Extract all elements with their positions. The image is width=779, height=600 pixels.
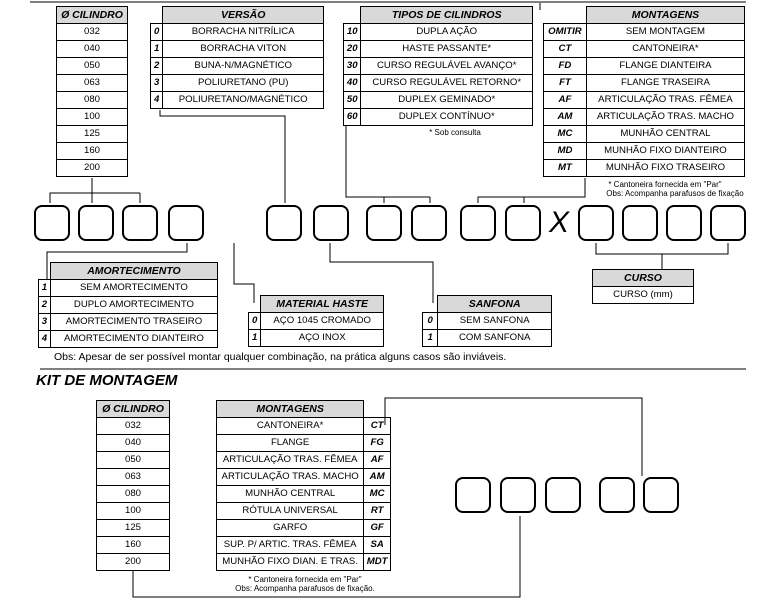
sanfona-desc: COM SANFONA <box>438 330 552 347</box>
cilindro-header: Ø CILINDRO <box>57 7 128 24</box>
material-desc: AÇO 1045 CROMADO <box>261 313 384 330</box>
versao-desc: POLIURETANO (PU) <box>163 75 324 92</box>
tipos-code: 50 <box>344 92 361 109</box>
kit-montagens-code: RT <box>364 503 391 520</box>
versao-desc: POLIURETANO/MAGNÉTICO <box>163 92 324 109</box>
kit-cilindro-value: 160 <box>97 537 170 554</box>
montagens-code: AF <box>544 92 587 109</box>
kit-cilindro-slot <box>500 477 536 513</box>
cilindro-value: 040 <box>57 41 128 58</box>
kit-cilindro-value: 100 <box>97 503 170 520</box>
curso-slot <box>578 205 614 241</box>
sanfona-code: 1 <box>423 330 438 347</box>
versao-code: 4 <box>151 92 163 109</box>
kit-note-1: * Cantoneira fornecida em "Par" <box>248 575 362 584</box>
kit-montagem-slot <box>643 477 679 513</box>
cilindro-value: 063 <box>57 75 128 92</box>
montagens-code: MD <box>544 143 587 160</box>
tipos-desc: CURSO REGULÁVEL AVANÇO* <box>361 58 533 75</box>
code-slot <box>168 205 204 241</box>
sanfona-header: SANFONA <box>438 296 552 313</box>
kit-cilindro-table <box>96 400 170 571</box>
montagens-note-2: Obs: Acompanha parafusos de fixação <box>606 189 744 198</box>
kit-montagens-desc: MUNHÃO FIXO DIAN. E TRAS. <box>217 554 364 571</box>
tipos-desc: CURSO REGULÁVEL RETORNO* <box>361 75 533 92</box>
montagens-desc: MUNHÃO FIXO TRASEIRO <box>586 160 744 177</box>
amortecimento-code: 4 <box>39 331 51 348</box>
kit-cilindro-value: 063 <box>97 469 170 486</box>
tipos-desc: DUPLEX CONTÍNUO* <box>361 109 533 126</box>
versao-code: 0 <box>151 24 163 41</box>
montagens-desc: ARTICULAÇÃO TRAS. MACHO <box>586 109 744 126</box>
kit-montagens-code: AM <box>364 469 391 486</box>
kit-cilindro-value: 125 <box>97 520 170 537</box>
cilindro-value: 125 <box>57 126 128 143</box>
kit-cilindro-value: 080 <box>97 486 170 503</box>
material-header: MATERIAL HASTE <box>261 296 384 313</box>
kit-cilindro-slot <box>455 477 491 513</box>
kit-montagens-desc: ARTICULAÇÃO TRAS. FÊMEA <box>217 452 364 469</box>
code-slot <box>34 205 70 241</box>
code-slot <box>460 205 496 241</box>
tipos-code: 30 <box>344 58 361 75</box>
code-slot <box>411 205 447 241</box>
montagens-desc: MUNHÃO FIXO DIANTEIRO <box>586 143 744 160</box>
montagens-desc: FLANGE DIANTEIRA <box>586 58 744 75</box>
versao-desc: BORRACHA VITON <box>163 41 324 58</box>
material-code: 0 <box>249 313 261 330</box>
material-desc: AÇO INOX <box>261 330 384 347</box>
kit-cilindro-value: 050 <box>97 452 170 469</box>
cilindro-value: 032 <box>57 24 128 41</box>
montagens-code: AM <box>544 109 587 126</box>
kit-montagens-header: MONTAGENS <box>217 401 364 418</box>
code-slot <box>78 205 114 241</box>
kit-montagens-desc: SUP. P/ ARTIC. TRAS. FÊMEA <box>217 537 364 554</box>
versao-desc: BUNA-N/MAGNÉTICO <box>163 58 324 75</box>
amortecimento-code: 3 <box>39 314 51 331</box>
amortecimento-desc: SEM AMORTECIMENTO <box>50 280 217 297</box>
versao-code: 2 <box>151 58 163 75</box>
kit-cilindro-value: 200 <box>97 554 170 571</box>
code-slot <box>313 205 349 241</box>
kit-title: KIT DE MONTAGEM <box>36 372 178 389</box>
montagens-desc: ARTICULAÇÃO TRAS. FÊMEA <box>586 92 744 109</box>
kit-cilindro-header: Ø CILINDRO <box>97 401 170 418</box>
kit-note-2: Obs: Acompanha parafusos de fixação. <box>235 584 375 593</box>
kit-montagens-code: AF <box>364 452 391 469</box>
kit-montagens-code: GF <box>364 520 391 537</box>
montagens-desc: FLANGE TRASEIRA <box>586 75 744 92</box>
kit-montagens-code: MC <box>364 486 391 503</box>
separator-x: X <box>549 206 570 239</box>
amortecimento-desc: AMORTECIMENTO TRASEIRO <box>50 314 217 331</box>
tipos-code: 60 <box>344 109 361 126</box>
amortecimento-header: AMORTECIMENTO <box>50 263 217 280</box>
montagens-desc: MUNHÃO CENTRAL <box>586 126 744 143</box>
tipos-desc: DUPLA AÇÃO <box>361 24 533 41</box>
code-slot <box>505 205 541 241</box>
kit-montagem-slot <box>599 477 635 513</box>
tipos-header: TIPOS DE CILINDROS <box>361 7 533 24</box>
montagens-desc: CANTONEIRA* <box>586 41 744 58</box>
kit-montagens-code: CT <box>364 418 391 435</box>
kit-montagens-code: SA <box>364 537 391 554</box>
sanfona-desc: SEM SANFONA <box>438 313 552 330</box>
kit-montagens-desc: ARTICULAÇÃO TRAS. MACHO <box>217 469 364 486</box>
tipos-table <box>343 6 533 126</box>
material-code: 1 <box>249 330 261 347</box>
kit-montagens-code: MDT <box>364 554 391 571</box>
curso-value: CURSO (mm) <box>593 287 694 304</box>
montagens-table <box>543 6 745 177</box>
kit-montagens-desc: FLANGE <box>217 435 364 452</box>
kit-cilindro-value: 032 <box>97 418 170 435</box>
amortecimento-table <box>38 262 218 348</box>
sanfona-code: 0 <box>423 313 438 330</box>
sanfona-table <box>422 295 552 347</box>
cilindro-table <box>56 6 128 177</box>
code-slot <box>366 205 402 241</box>
tipos-note: * Sob consulta <box>429 128 481 137</box>
tipos-code: 20 <box>344 41 361 58</box>
tipos-code: 40 <box>344 75 361 92</box>
curso-slot <box>710 205 746 241</box>
versao-header: VERSÃO <box>163 7 324 24</box>
montagens-note-1: * Cantoneira fornecida em "Par" <box>608 180 722 189</box>
cilindro-value: 050 <box>57 58 128 75</box>
kit-montagens-code: FG <box>364 435 391 452</box>
curso-slot <box>666 205 702 241</box>
montagens-code: OMITIR <box>544 24 587 41</box>
montagens-code: FT <box>544 75 587 92</box>
kit-cilindro-value: 040 <box>97 435 170 452</box>
cilindro-value: 080 <box>57 92 128 109</box>
tipos-code: 10 <box>344 24 361 41</box>
montagens-code: MC <box>544 126 587 143</box>
versao-code: 3 <box>151 75 163 92</box>
versao-desc: BORRACHA NITRÍLICA <box>163 24 324 41</box>
material-table <box>248 295 384 347</box>
montagens-code: MT <box>544 160 587 177</box>
versao-table <box>150 6 324 109</box>
kit-montagens-desc: RÓTULA UNIVERSAL <box>217 503 364 520</box>
tipos-desc: DUPLEX GEMINADO* <box>361 92 533 109</box>
kit-montagens-desc: MUNHÃO CENTRAL <box>217 486 364 503</box>
cilindro-value: 100 <box>57 109 128 126</box>
amortecimento-desc: DUPLO AMORTECIMENTO <box>50 297 217 314</box>
kit-cilindro-slot <box>545 477 581 513</box>
kit-montagens-desc: CANTONEIRA* <box>217 418 364 435</box>
kit-montagens-table <box>216 400 391 571</box>
montagens-header: MONTAGENS <box>586 7 744 24</box>
amortecimento-code: 2 <box>39 297 51 314</box>
code-slot <box>122 205 158 241</box>
code-slot <box>266 205 302 241</box>
versao-code: 1 <box>151 41 163 58</box>
montagens-code: FD <box>544 58 587 75</box>
cilindro-value: 200 <box>57 160 128 177</box>
cilindro-value: 160 <box>57 143 128 160</box>
amortecimento-desc: AMORTECIMENTO DIANTEIRO <box>50 331 217 348</box>
curso-table <box>592 269 694 304</box>
montagens-desc: SEM MONTAGEM <box>586 24 744 41</box>
kit-montagens-desc: GARFO <box>217 520 364 537</box>
tipos-desc: HASTE PASSANTE* <box>361 41 533 58</box>
curso-header: CURSO <box>593 270 694 287</box>
curso-slot <box>622 205 658 241</box>
obs-text: Obs: Apesar de ser possível montar qualquer combinação, na prática alguns casos são inviáveis. <box>54 351 507 363</box>
montagens-code: CT <box>544 41 587 58</box>
amortecimento-code: 1 <box>39 280 51 297</box>
